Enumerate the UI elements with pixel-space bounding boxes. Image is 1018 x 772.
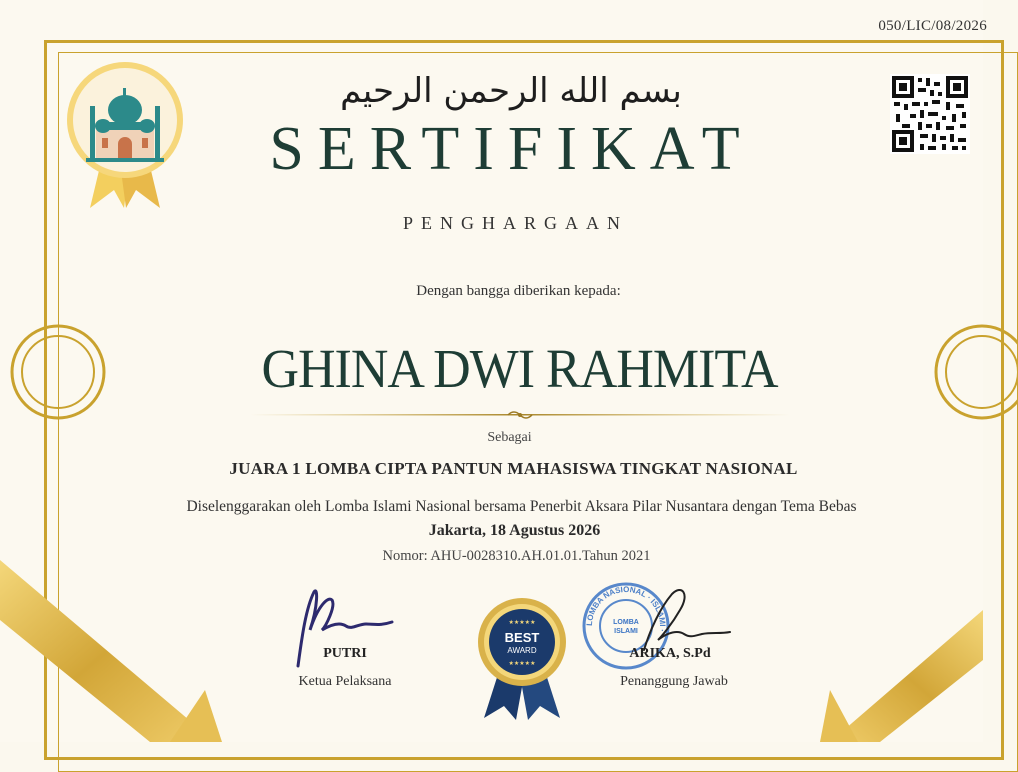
left-signer-role: Ketua Pelaksana <box>298 674 392 689</box>
stamp-center-line2: ISLAMI <box>614 628 638 635</box>
reference-number: 050/LIC/08/2026 <box>878 18 987 34</box>
stamp-center-line1: LOMBA <box>613 619 639 626</box>
certificate-number: Nomor: AHU-0028310.AH.01.01.Tahun 2021 <box>382 548 651 564</box>
as-label: Sebagai <box>487 430 532 445</box>
badge-line1: BEST <box>504 630 540 645</box>
given-to-text: Dengan bangga diberikan kepada: <box>416 283 621 299</box>
right-signer-role: Penanggung Jawab <box>620 674 728 689</box>
left-ribbon-ornament <box>0 540 230 742</box>
place-date: Jakarta, 18 Agustus 2026 <box>428 522 601 539</box>
right-ribbon-ornament <box>800 580 983 742</box>
best-award-badge-icon <box>474 596 570 720</box>
certificate-subtitle: PENGHARGAAN <box>402 213 628 233</box>
badge-line2: AWARD <box>507 646 537 655</box>
basmala-text: بسم الله الرحمن الرحيم <box>340 71 682 111</box>
organizer-text: Diselenggarakan oleh Lomba Islami Nasional bersama Penerbit Aksara Pilar Nusantara dengan Tema Bebas <box>186 498 857 515</box>
right-signer-name: ARIKA, S.Pd <box>629 646 711 661</box>
recipient-name: GHINA DWI RAHMITA <box>261 339 778 400</box>
badge-stars-bottom: ★★★★★ <box>508 660 536 667</box>
left-signer-name: PUTRI <box>323 646 367 661</box>
badge-stars-top: ★★★★★ <box>508 619 536 626</box>
ornament-divider <box>250 408 790 422</box>
basmala-calligraphy <box>340 62 682 118</box>
stamp-ring-text: LOMBA NASIONAL · ISLAMI · <box>584 584 668 633</box>
certificate-title: SERTIFIKAT <box>269 115 754 183</box>
achievement-text: JUARA 1 LOMBA CIPTA PANTUN MAHASISWA TINGKAT NASIONAL <box>229 459 798 478</box>
